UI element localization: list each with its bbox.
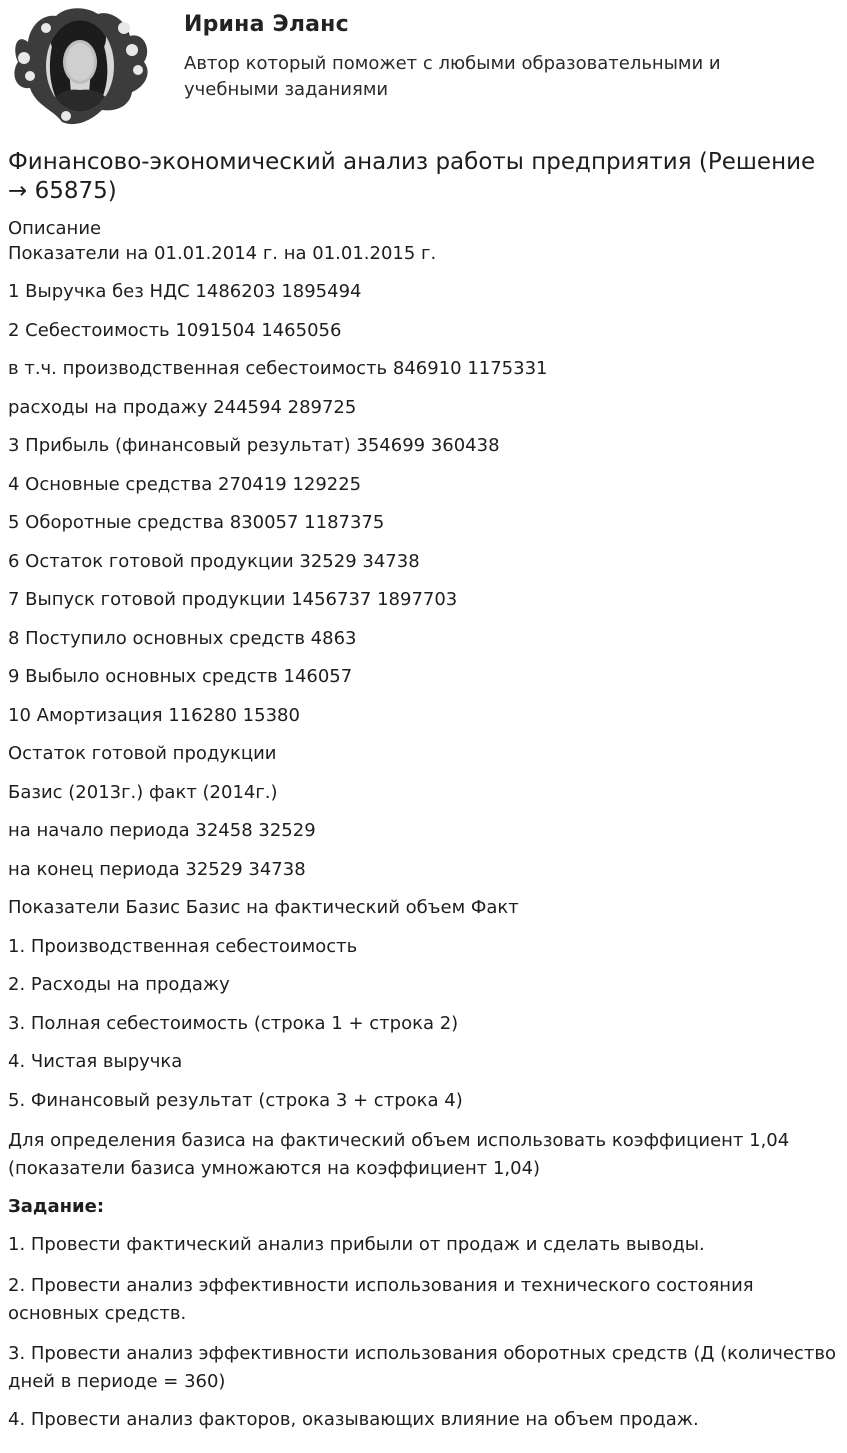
text-line: Остаток готовой продукции	[8, 743, 277, 764]
task-item: 2. Провести анализ эффективности использования и технического состояния основных средств.	[8, 1274, 754, 1324]
text-line: в т.ч. производственная себестоимость 846910 1175331	[8, 358, 548, 379]
text-line: Показатели на 01.01.2014 г. на 01.01.2015 г.	[8, 243, 437, 264]
coefficient-note: Для определения базиса на фактический объем использовать коэффициент 1,04 (показатели базиса умножаются на коэффициент 1,04)	[8, 1130, 790, 1179]
page-title: Финансово-экономический анализ работы предприятия (Решение → 65875)	[8, 149, 816, 204]
text-line: расходы на продажу 244594 289725	[8, 396, 357, 418]
text-line: 5. Финансовый результат (строка 3 + строка 4)	[8, 1089, 463, 1111]
task-content	[8, 216, 842, 1446]
text-line: на конец периода 32529 34738	[8, 858, 306, 880]
task-item: 1. Провести фактический анализ прибыли от продаж и сделать выводы.	[8, 1234, 705, 1255]
author-card	[0, 0, 847, 130]
text-line: 10 Амортизация 116280 15380	[8, 704, 300, 726]
author-description: Автор который поможет с любыми образовательными и учебными заданиями	[184, 53, 721, 100]
author-name[interactable]: Ирина Эланс	[184, 12, 349, 37]
task-item: 4. Провести анализ факторов, оказывающих влияние на объем продаж.	[8, 1408, 699, 1430]
text-line: 3 Прибыль (финансовый результат) 354699 360438	[8, 435, 500, 456]
text-line: Базис (2013г.) факт (2014г.)	[8, 781, 278, 803]
description-label: Описание	[8, 218, 102, 239]
text-line: 1 Выручка без НДС 1486203 1895494	[8, 281, 362, 302]
text-line: 4. Чистая выручка	[8, 1051, 183, 1072]
text-line: Показатели Базис Базис на фактический объем Факт	[8, 897, 519, 918]
text-line: 3. Полная себестоимость (строка 1 + строка 2)	[8, 1012, 459, 1034]
text-line: 4 Основные средства 270419 129225	[8, 473, 362, 495]
text-line: 1. Производственная себестоимость	[8, 935, 358, 957]
text-line: 5 Оборотные средства 830057 1187375	[8, 512, 385, 533]
text-line: 8 Поступило основных средств 4863	[8, 627, 357, 649]
text-line: 9 Выбыло основных средств 146057	[8, 666, 353, 687]
text-line: 7 Выпуск готовой продукции 1456737 1897703	[8, 589, 458, 610]
text-line: 6 Остаток готовой продукции 32529 34738	[8, 550, 420, 572]
text-line: 2. Расходы на продажу	[8, 974, 230, 995]
task-item: 3. Провести анализ эффективности использования оборотных средств (Д (количество дней в периоде = 360)	[8, 1342, 836, 1392]
text-line: на начало периода 32458 32529	[8, 820, 316, 841]
text-line: 2 Себестоимость 1091504 1465056	[8, 319, 342, 341]
task-heading: Задание:	[8, 1196, 105, 1217]
author-avatar[interactable]	[6, 6, 152, 126]
